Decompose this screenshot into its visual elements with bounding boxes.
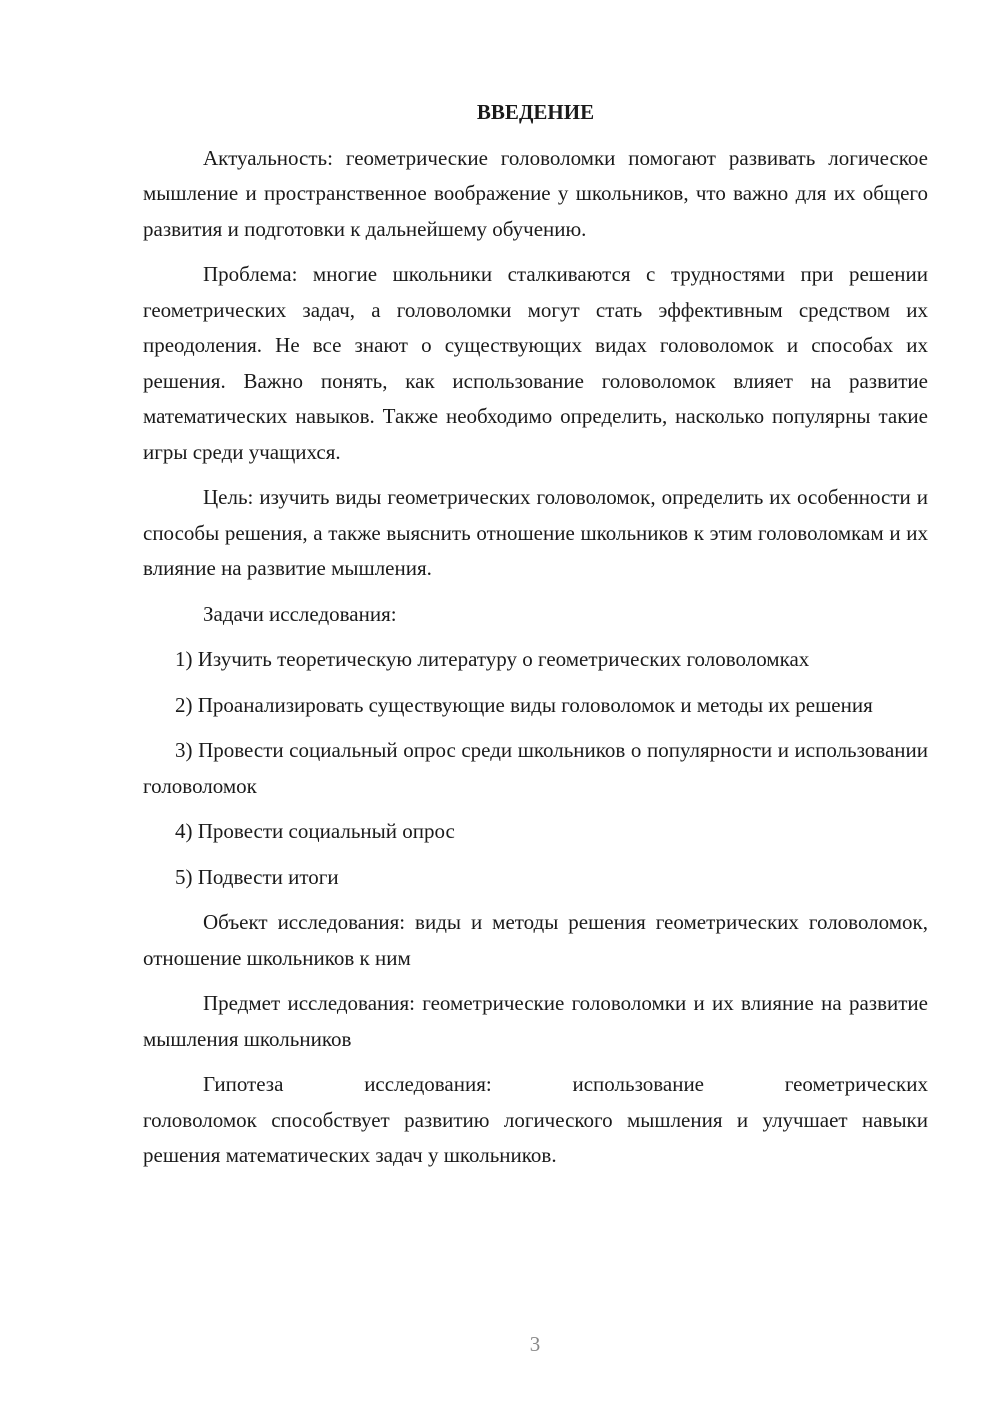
tasks-heading: Задачи исследования:	[203, 601, 397, 626]
relevance-paragraph: Актуальность: геометрические головоломки помогают развивать логическое мышление и пространственное воображение у школьников, что важно для их общего развития и подготовки к дальнейшему обучению.	[143, 145, 928, 241]
section-title: ВВЕДЕНИЕ	[476, 100, 595, 124]
hypothesis-paragraph	[143, 1067, 928, 1103]
subject-paragraph: Предмет исследования: геометрические головоломки и их влияние на развитие мышления школьников	[143, 991, 928, 1051]
hypothesis-continuation: головоломок способствует развитию логического мышления и улучшает навыки решения математических задач у школьников.	[143, 1107, 928, 1167]
task-item-3: 3) Провести социальный опрос среди школьников о популярности и использовании головоломок	[143, 738, 928, 798]
page-number: 3	[529, 1332, 541, 1356]
object-paragraph: Объект исследования: виды и методы решения геометрических головоломок, отношение школьников к ним	[143, 910, 928, 970]
task-item-1: 1) Изучить теоретическую литературу о геометрических головоломках	[175, 647, 810, 671]
task-item-2: 2) Проанализировать существующие виды головоломок и методы их решения	[175, 692, 873, 717]
task-item-4: 4) Провести социальный опрос	[175, 819, 455, 843]
problem-paragraph: Проблема: многие школьники сталкиваются с трудностями при решении геометрических задач, а головоломки могут стать эффективным средством их преодоления. Не все знают о существующих видах головоломок и способах их решения. Важно понять, как использование головоломок влияет на развитие математических навыков. Также необходимо определить, насколько популярны такие игры среди учащихся.	[143, 262, 928, 464]
hypothesis-first-line: Гипотеза исследования: использование геометрических	[203, 1072, 928, 1096]
task-item-5: 5) Подвести итоги	[175, 864, 339, 889]
goal-paragraph: Цель: изучить виды геометрических головоломок, определить их особенности и способы решения, а также выяснить отношение школьников к этим головоломкам и их влияние на развитие мышления.	[143, 485, 928, 580]
document-page	[143, 95, 928, 1184]
